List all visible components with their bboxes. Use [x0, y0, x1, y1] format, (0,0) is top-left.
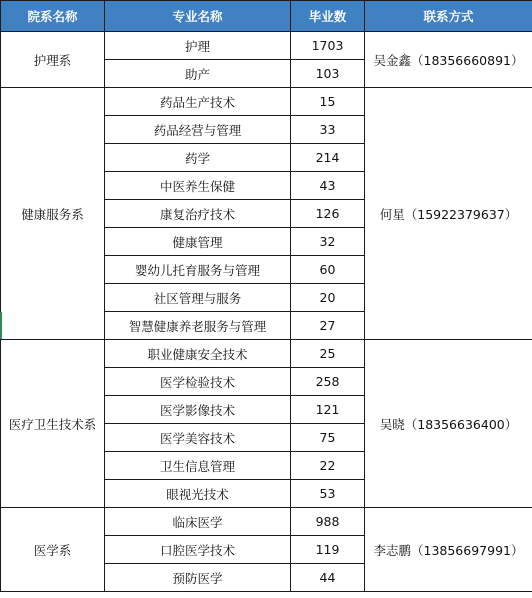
grads-cell: 20 [291, 284, 365, 312]
major-cell: 社区管理与服务 [105, 284, 291, 312]
major-cell: 医学美容技术 [105, 424, 291, 452]
grads-cell: 27 [291, 312, 365, 340]
table-row [1, 32, 532, 60]
major-cell: 智慧健康养老服务与管理 [105, 312, 291, 340]
major-cell: 临床医学 [105, 508, 291, 536]
grads-cell: 121 [291, 396, 365, 424]
dept-cell: 医疗卫生技术系 [1, 340, 105, 508]
major-cell: 医学影像技术 [105, 396, 291, 424]
major-cell: 婴幼儿托育服务与管理 [105, 256, 291, 284]
header-major: 专业名称 [105, 1, 291, 32]
major-cell: 护理 [105, 32, 291, 60]
table-row [1, 340, 532, 368]
major-cell: 药品经营与管理 [105, 116, 291, 144]
major-cell: 预防医学 [105, 564, 291, 592]
dept-cell: 健康服务系 [1, 88, 105, 340]
header-grads: 毕业数 [291, 1, 365, 32]
grads-cell: 53 [291, 480, 365, 508]
grads-cell: 60 [291, 256, 365, 284]
contact-cell: 吴晓（18356636400） [365, 340, 532, 508]
major-cell: 助产 [105, 60, 291, 88]
header-dept: 院系名称 [1, 1, 105, 32]
major-cell: 康复治疗技术 [105, 200, 291, 228]
grads-cell: 214 [291, 144, 365, 172]
header-contact: 联系方式 [365, 1, 532, 32]
selection-marker [0, 312, 2, 339]
grads-cell: 1703 [291, 32, 365, 60]
major-cell: 职业健康安全技术 [105, 340, 291, 368]
major-cell: 卫生信息管理 [105, 452, 291, 480]
contact-cell: 李志鹏（13856697991） [365, 508, 532, 592]
grads-cell: 33 [291, 116, 365, 144]
grads-cell: 15 [291, 88, 365, 116]
major-cell: 医学检验技术 [105, 368, 291, 396]
grads-cell: 32 [291, 228, 365, 256]
dept-cell: 护理系 [1, 32, 105, 88]
contact-cell: 吴金鑫（18356660891） [365, 32, 532, 88]
grads-cell: 44 [291, 564, 365, 592]
grads-cell: 258 [291, 368, 365, 396]
grads-cell: 988 [291, 508, 365, 536]
major-cell: 口腔医学技术 [105, 536, 291, 564]
grads-cell: 119 [291, 536, 365, 564]
major-cell: 药学 [105, 144, 291, 172]
contact-cell: 何星（15922379637） [365, 88, 532, 340]
major-cell: 健康管理 [105, 228, 291, 256]
dept-cell: 医学系 [1, 508, 105, 592]
major-cell: 眼视光技术 [105, 480, 291, 508]
grads-cell: 103 [291, 60, 365, 88]
grads-cell: 22 [291, 452, 365, 480]
grads-cell: 75 [291, 424, 365, 452]
header-row [1, 1, 532, 32]
major-cell: 中医养生保健 [105, 172, 291, 200]
table-row [1, 88, 532, 116]
grads-cell: 126 [291, 200, 365, 228]
major-cell: 药品生产技术 [105, 88, 291, 116]
table-row [1, 508, 532, 536]
grads-cell: 25 [291, 340, 365, 368]
grads-cell: 43 [291, 172, 365, 200]
